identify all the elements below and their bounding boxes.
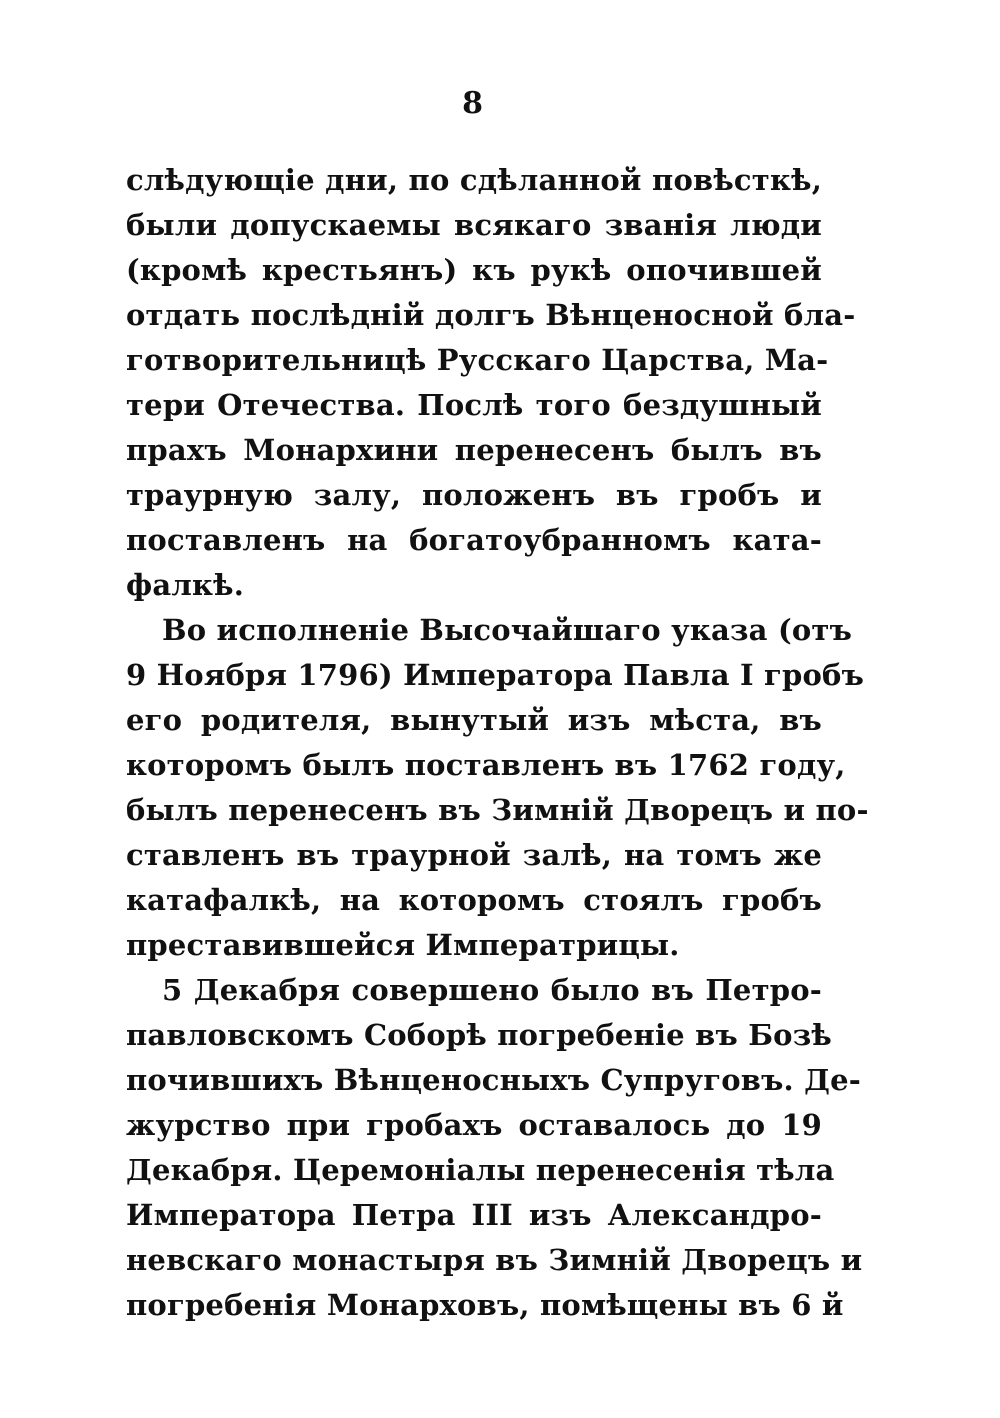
text-line: преставившейся Императрицы.	[126, 928, 680, 962]
page-number: 8	[462, 86, 483, 121]
text-line: были допускаемы всякаго званія люди	[126, 208, 822, 242]
text-line: почившихъ Вѣнценосныхъ Супруговъ. Де-	[126, 1063, 862, 1097]
paragraph	[126, 608, 869, 968]
text-line: невскаго монастыря въ Зимній Дворецъ и	[126, 1243, 863, 1277]
paragraph	[126, 968, 863, 1328]
text-line: ставленъ въ траурной залѣ, на томъ же	[126, 838, 822, 872]
text-line: тери Отечества. Послѣ того бездушный	[126, 388, 822, 422]
text-line: траурную залу, положенъ въ гробъ и	[126, 478, 822, 512]
text-line: былъ перенесенъ въ Зимній Дворецъ и по-	[126, 793, 869, 827]
text-line: погребенія Монарховъ, помѣщены въ 6 й	[126, 1288, 844, 1322]
text-line: слѣдующіе дни, по сдѣланной повѣсткѣ,	[126, 163, 822, 197]
text-line: (кромѣ крестьянъ) къ рукѣ опочившей	[126, 253, 822, 287]
text-line: поставленъ на богатоубранномъ ката-	[126, 523, 822, 557]
text-line: Во исполненіе Высочайшаго указа (отъ	[162, 613, 853, 647]
text-line: готворительницѣ Русскаго Царства, Ма-	[126, 343, 829, 377]
paragraph	[126, 158, 856, 608]
text-line: которомъ былъ поставленъ въ 1762 году,	[126, 748, 846, 782]
text-line: павловскомъ Соборѣ погребеніе въ Бозѣ	[126, 1018, 833, 1052]
text-line: 5 Декабря совершено было въ Петро-	[162, 973, 822, 1007]
text-line: отдать послѣдній долгъ Вѣнценосной бла-	[126, 298, 856, 332]
body-text	[126, 158, 869, 1328]
text-line: Декабря. Церемоніалы перенесенія тѣла	[126, 1153, 835, 1187]
text-line: прахъ Монархини перенесенъ былъ въ	[126, 433, 822, 467]
text-line: 9 Ноября 1796) Императора Павла I гробъ	[126, 658, 865, 692]
text-line: журство при гробахъ оставалось до 19	[126, 1108, 822, 1142]
text-line: катафалкѣ, на которомъ стоялъ гробъ	[126, 883, 822, 917]
text-line: фалкѣ.	[126, 568, 245, 602]
text-line: его родителя, вынутый изъ мѣста, въ	[126, 703, 822, 737]
text-line: Императора Петра III изъ Александро-	[126, 1198, 822, 1232]
